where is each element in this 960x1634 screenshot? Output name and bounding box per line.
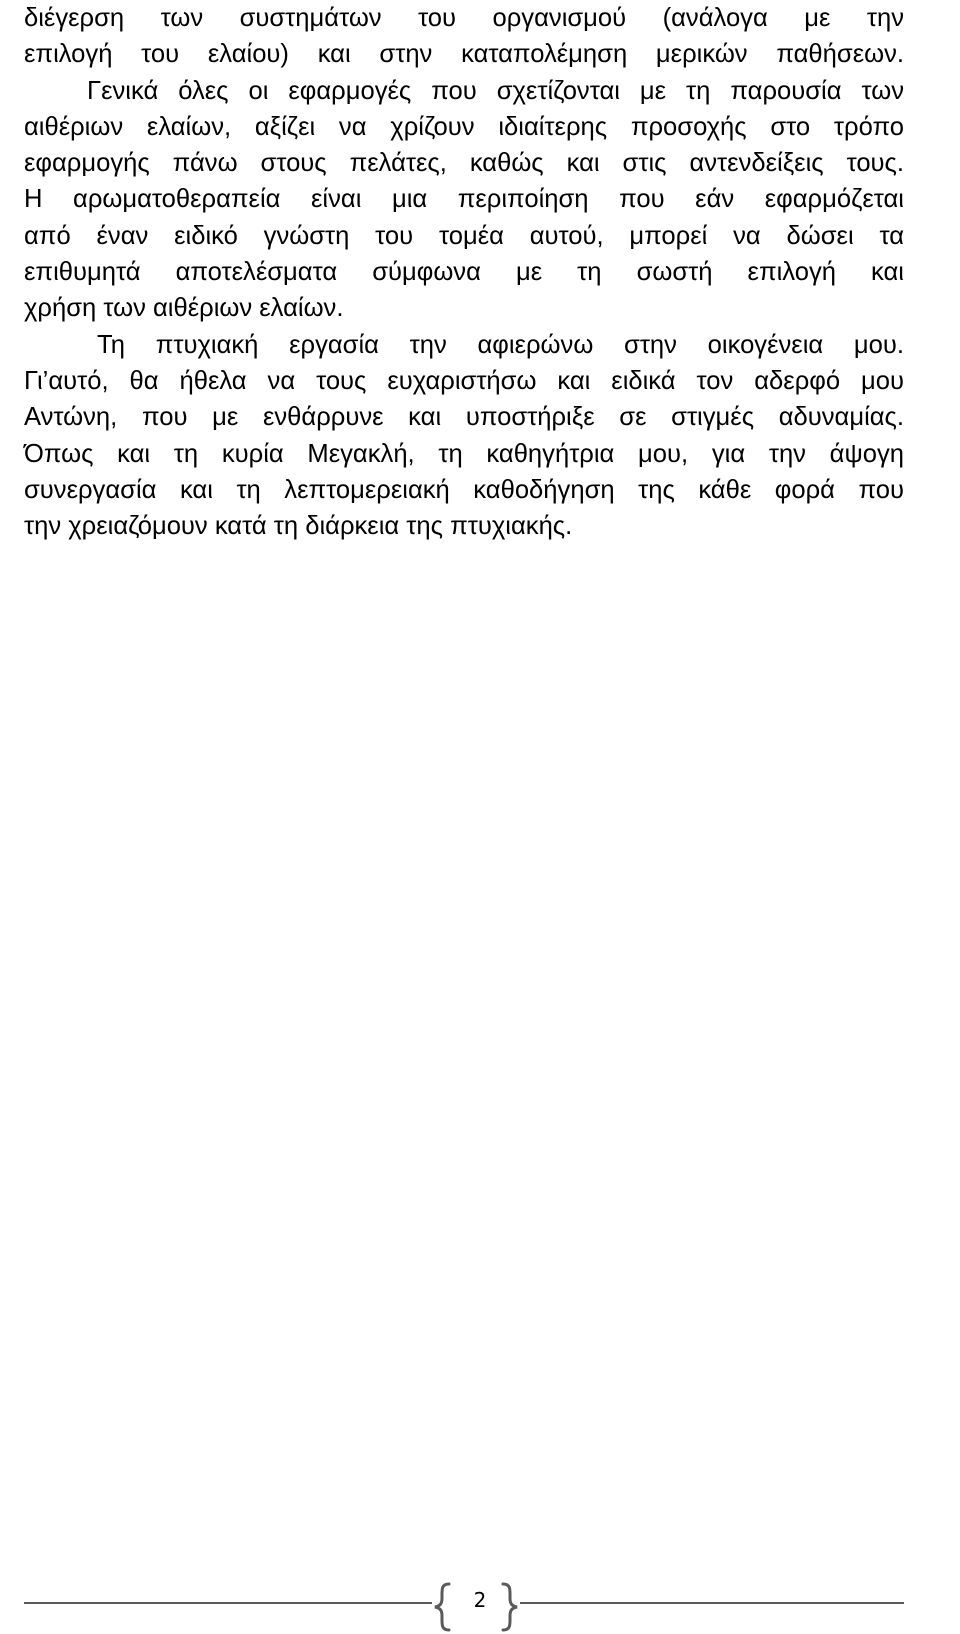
text-line: Γενικά όλες οι εφαρμογές που σχετίζονται με τη παρουσία των	[87, 76, 904, 105]
right-brace-icon	[500, 1582, 520, 1632]
footer-rule-right	[520, 1602, 904, 1604]
text-line: συνεργασία και τη λεπτομερειακή καθοδήγηση της κάθε φορά που	[24, 475, 904, 504]
page-footer	[0, 1582, 960, 1634]
text-line: Αντώνη, που με ενθάρρυνε και υποστήριξε σε στιγμές αδυναμίας.	[24, 403, 904, 432]
text-line: επιλογή του ελαίου) και στην καταπολέμηση μερικών παθήσεων.	[24, 40, 904, 69]
document-body	[24, 0, 904, 544]
text-line: από έναν ειδικό γνώστη του τομέα αυτού, μπορεί να δώσει τα	[24, 221, 904, 250]
text-line: Η αρωματοθεραπεία είναι μια περιποίηση που εάν εφαρμόζεται	[24, 185, 904, 214]
text-line: εφαρμογής πάνω στους πελάτες, καθώς και στις αντενδείξεις τους.	[24, 149, 904, 178]
page-number: 2	[473, 1588, 487, 1612]
footer-rule-left	[24, 1602, 432, 1604]
text-line: επιθυμητά αποτελέσματα σύμφωνα με τη σωστή επιλογή και	[24, 258, 904, 287]
text-line: την χρειαζόμουν κατά τη διάρκεια της πτυχιακής.	[24, 512, 573, 541]
text-line: Τη πτυχιακή εργασία την αφιερώνω στην οικογένεια μου.	[97, 330, 904, 359]
text-line: Γι’αυτό, θα ήθελα να τους ευχαριστήσω και ειδικά τον αδερφό μου	[24, 366, 904, 395]
text-line: διέγερση των συστημάτων του οργανισμού (ανάλογα με την	[24, 4, 904, 32]
text-line: Όπως και τη κυρία Μεγακλή, τη καθηγήτρια μου, για την άψογη	[24, 439, 904, 468]
text-line: αιθέριων ελαίων, αξίζει να χρίζουν ιδιαίτερης προσοχής στο τρόπο	[24, 112, 904, 141]
text-line: χρήση των αιθέριων ελαίων.	[24, 294, 344, 323]
